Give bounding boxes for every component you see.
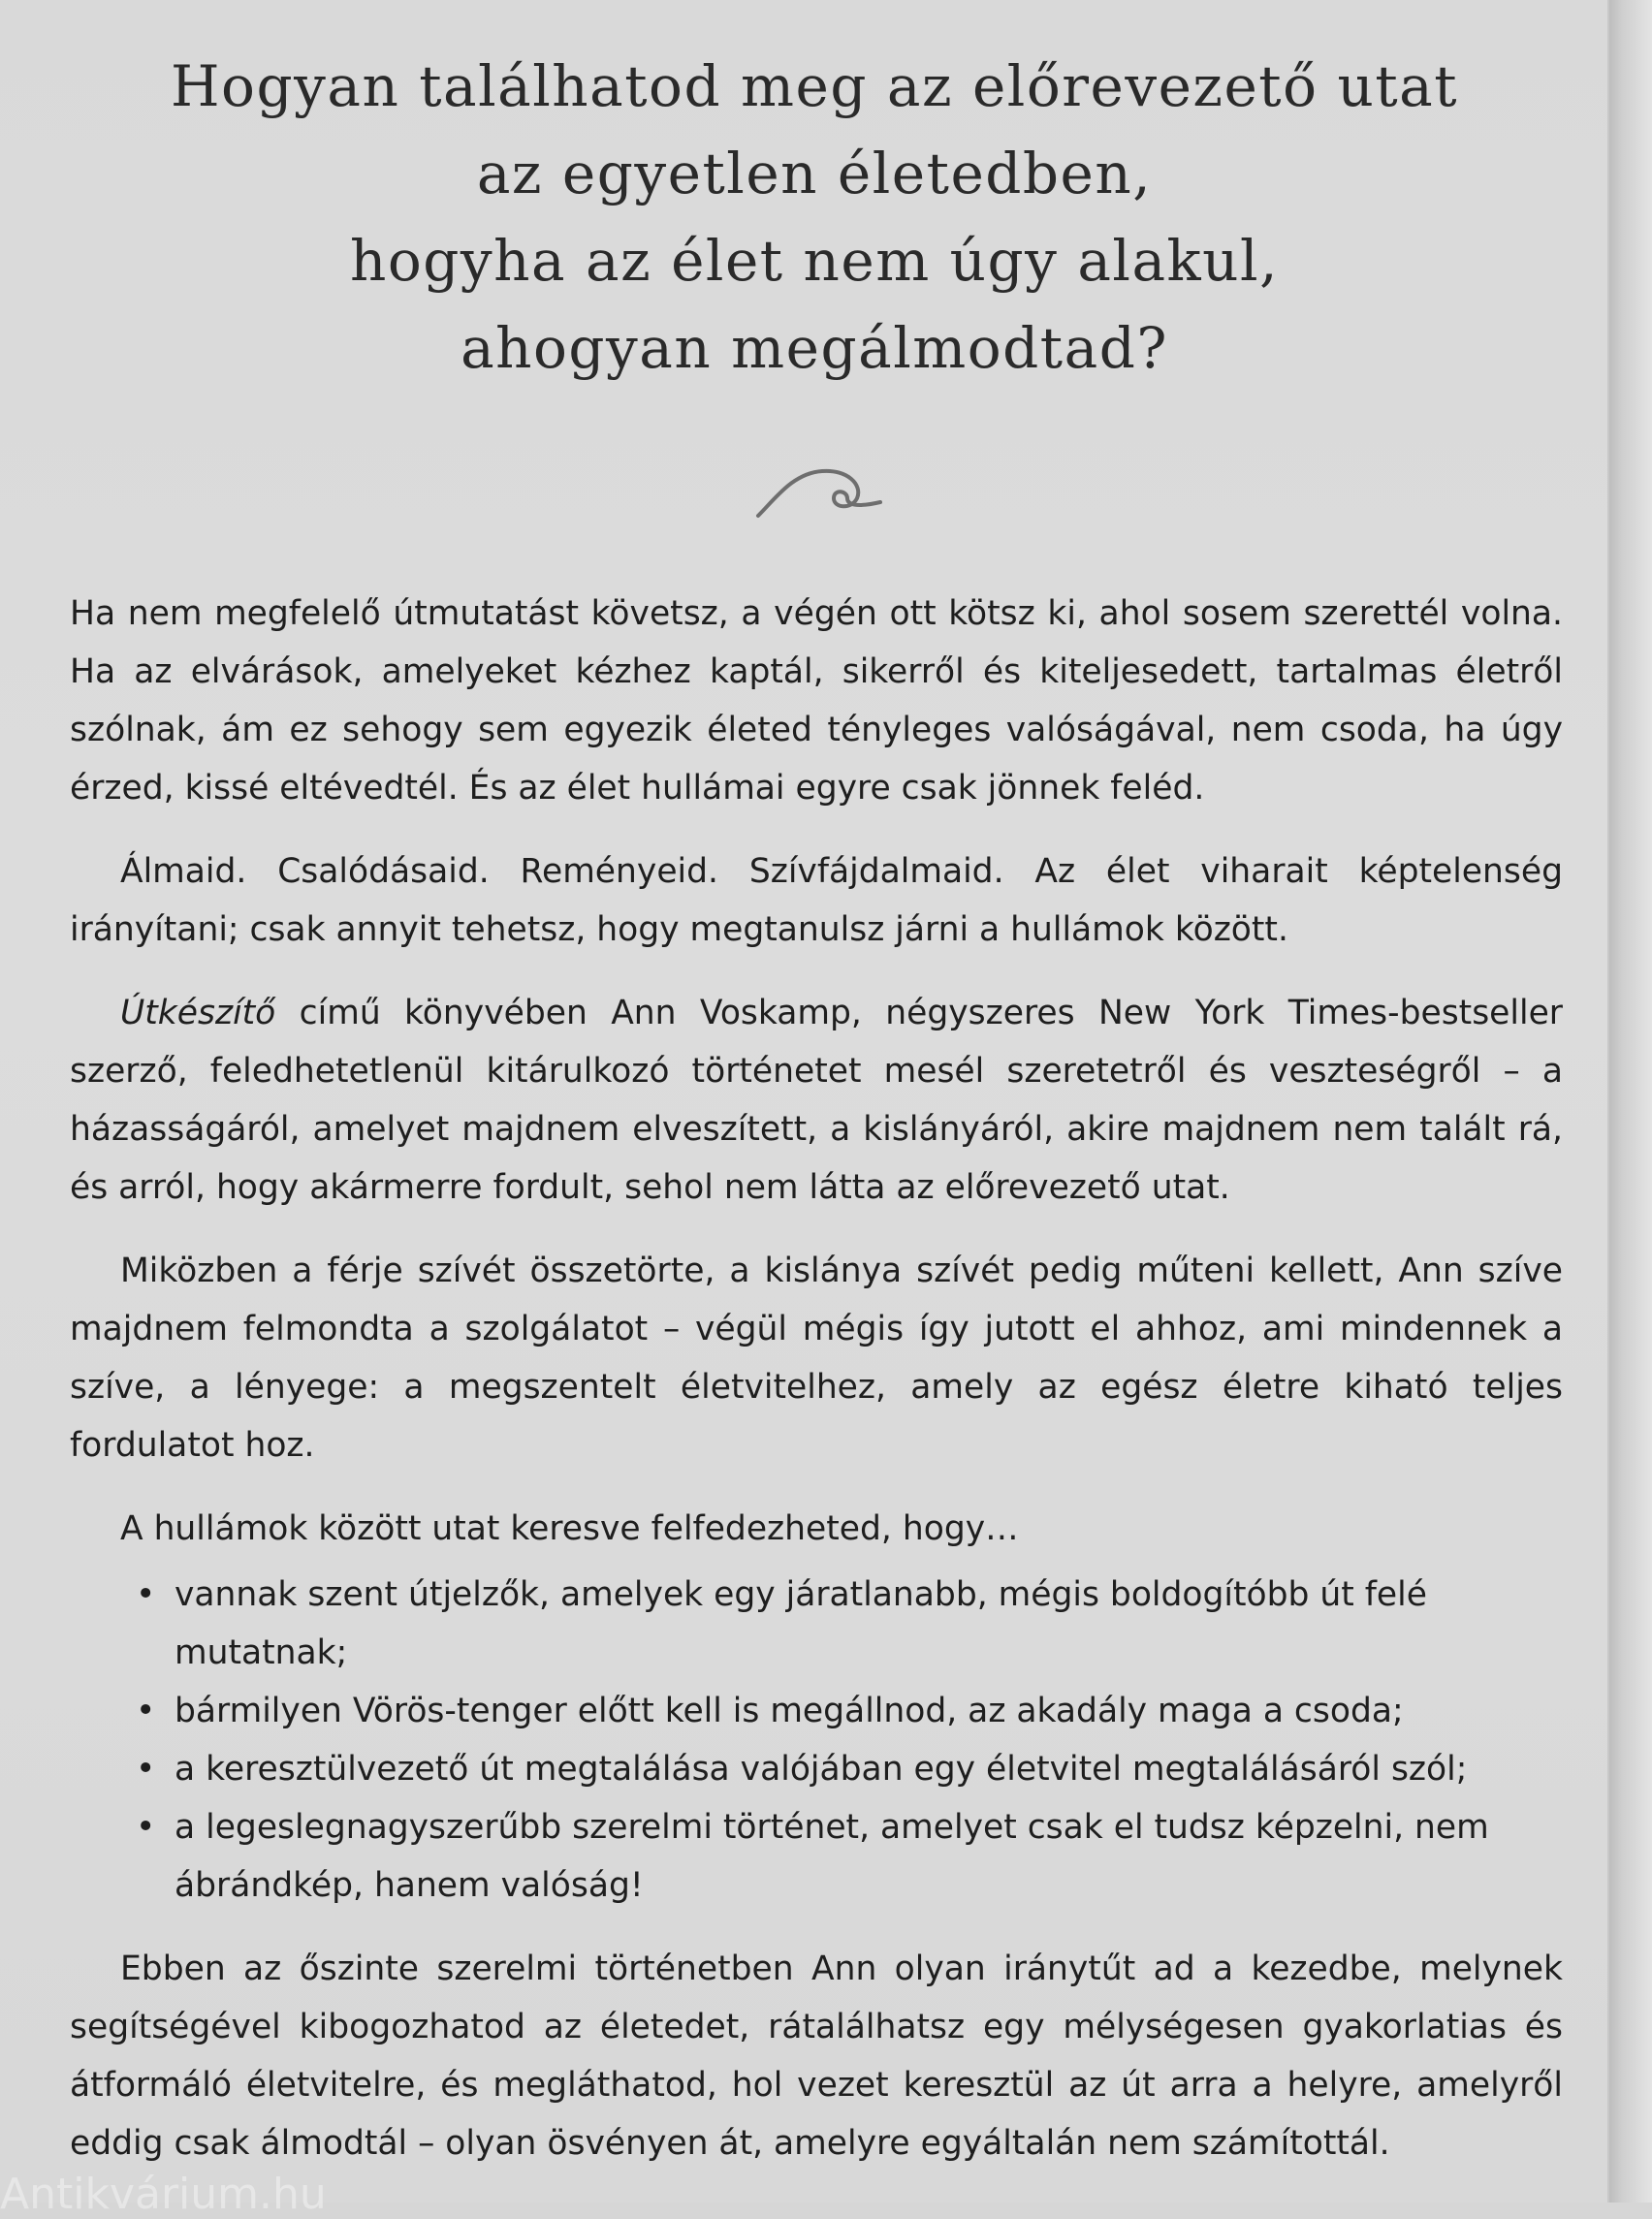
book-summary-paragraph <box>70 984 1563 1217</box>
headline-line-4: ahogyan megálmodtad? <box>461 315 1168 381</box>
dreams-paragraph: Álmaid. Csalódásaid. Reményeid. Szívfájdalmaid. Az élet viharait képtelenség irányítani; csak annyit tehetsz, hogy megtanulsz járni a hullámok között. <box>70 852 1563 949</box>
wave-icon <box>747 456 892 523</box>
discover-lead: A hullámok között utat keresve felfedezheted, hogy… <box>120 1509 1019 1548</box>
list-item: • a keresztülvezető út megtalálása valójában egy életvitel megtalálásáról szól; <box>175 1740 1563 1798</box>
watermark: Antikvárium.hu <box>0 2170 327 2219</box>
intro-paragraph: Ha nem megfelelő útmutatást követsz, a végén ott kötsz ki, ahol sosem szerettél volna. Ha az elvárások, amelyeket kézhez kaptál, sikerről és kiteljesedett, tartalmas életről szólnak, ám ez sehogy sem egyezik életed tényleges valóságával, nem csoda, ha úgy érzed, kissé eltévedtél. És az élet hullámai egyre csak jönnek feléd. <box>70 594 1563 808</box>
headline-line-3: hogyha az élet nem úgy alakul, <box>349 228 1280 294</box>
book-title: Útkészítő <box>120 994 276 1032</box>
list-item: • vannak szent útjelzők, amelyek egy járatlanabb, mégis boldogítóbb út felé mutatnak; <box>175 1566 1563 1682</box>
closing-paragraph: Ebben az őszinte szerelmi történetben Ann olyan iránytűt ad a kezedbe, melynek segítségével kibogozhatod az életedet, rátalálhatsz egy mélységesen gyakorlatias és átformáló életvitelre, és megláthatod, hol vezet keresztül az út arra a helyre, amelyről eddig csak álmodtál – olyan ösvényen át, amelyre egyáltalán nem számítottál. <box>70 1950 1563 2163</box>
headline-line-1: Hogyan találhatod meg az előrevezető utat <box>170 53 1459 119</box>
headline-line-2: az egyetlen életedben, <box>476 141 1153 206</box>
blurb-text <box>70 585 1563 2198</box>
page-edge <box>1609 0 1652 2203</box>
story-paragraph: Miközben a férje szívét összetörte, a kislánya szívét pedig műteni kellett, Ann szíve majdnem felmondta a szolgálatot – végül mégis így jutott el ahhoz, ami mindennek a szíve, a lényege: a megszentelt életvitelhez, amely az egész életre kiható teljes fordulatot hoz. <box>70 1252 1563 1465</box>
discovery-list <box>70 1566 1563 1915</box>
list-item: • bármilyen Vörös-tenger előtt kell is megállnod, az akadály maga a csoda; <box>175 1682 1563 1740</box>
list-item: • a legeslegnagyszerűbb szerelmi történet, amelyet csak el tudsz képzelni, nem ábrándkép, hanem valóság! <box>175 1798 1563 1915</box>
cover-headline <box>116 43 1512 392</box>
book-summary-text: című könyvében Ann Voskamp, négyszeres New York Times-bestseller szerző, feledhetetlenül kitárulkozó történetet mesél szeretetről és veszteségről – a házasságáról, amelyet majdnem elveszített, a kislányáról, akire majdnem nem talált rá, és arról, hogy akármerre fordult, sehol nem látta az előrevezető utat. <box>70 994 1563 1207</box>
